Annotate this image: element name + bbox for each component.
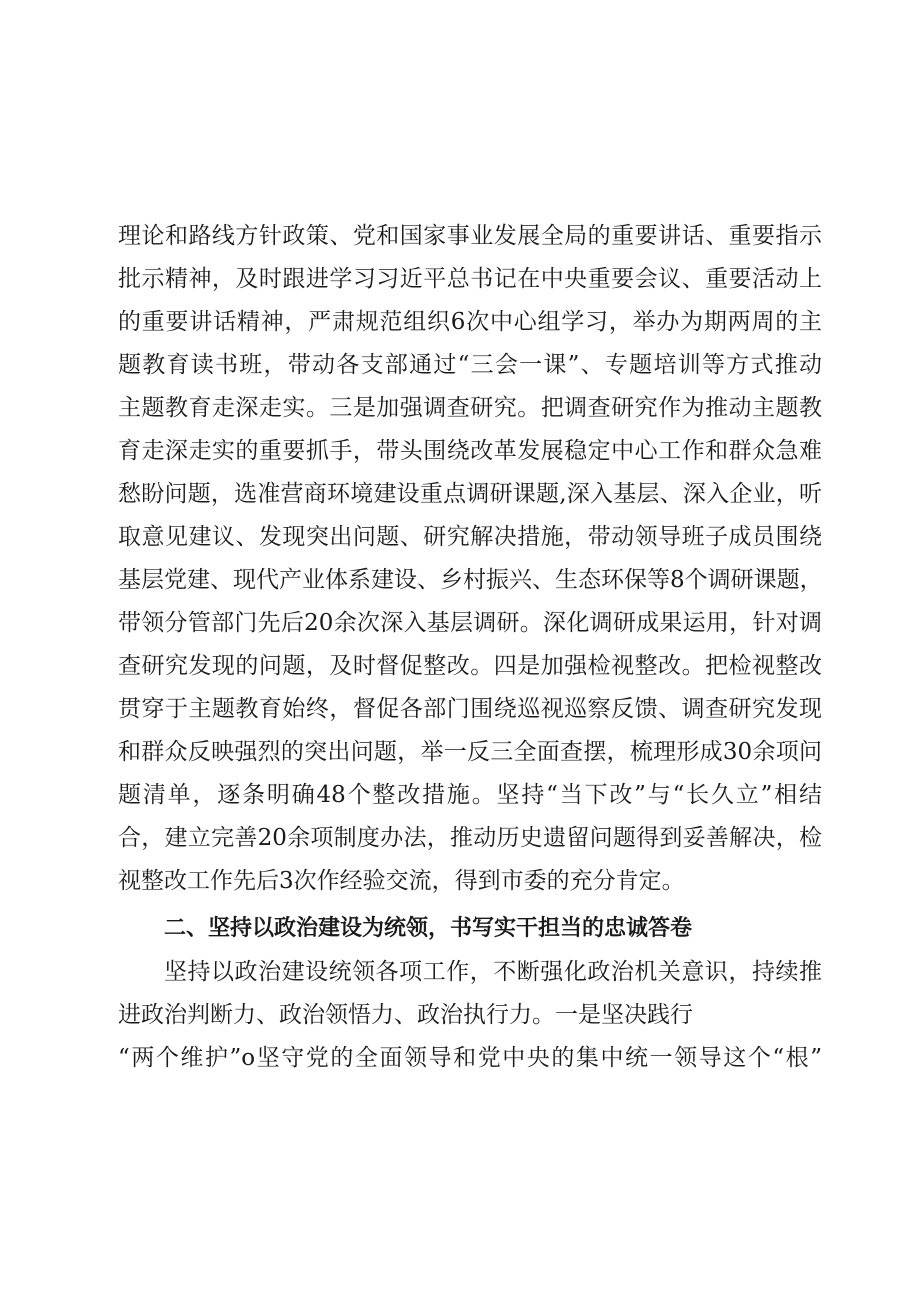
paragraph-line: 坚持以政治建设统领各项工作，不断强化政治机关意识，持续推 xyxy=(164,959,822,985)
paragraph-line: 愁盼问题，选准营商环境建设重点调研课题,深入基层、深入企业，听 xyxy=(118,481,822,507)
paragraph-line: 带领分管部门先后20余次深入基层调研。深化调研成果运用，针对调 xyxy=(118,610,822,636)
section-heading: 二、坚持以政治建设为统领，书写实干担当的忠诚答卷 xyxy=(164,916,693,941)
paragraph-line: 题清单，逐条明确48个整改措施。坚持“当下改”与“长久立”相结 xyxy=(118,782,822,808)
paragraph-line: 题教育读书班，带动各支部通过“三会一课”、专题培训等方式推动 xyxy=(118,352,822,378)
paragraph-line: 理论和路线方针政策、党和国家事业发展全局的重要讲话、重要指示 xyxy=(118,223,822,249)
paragraph-line: 和群众反映强烈的突出问题，举一反三全面查摆，梳理形成30余项问 xyxy=(118,739,822,765)
paragraph-line: 视整改工作先后3次作经验交流，得到市委的充分肯定。 xyxy=(118,868,685,894)
paragraph-line: 基层党建、现代产业体系建设、乡村振兴、生态环保等8个调研课题， xyxy=(118,567,823,593)
paragraph-line: 育走深走实的重要抓手，带头围绕改革发展稳定中心工作和群众急难 xyxy=(118,438,822,464)
paragraph-line: 贯穿于主题教育始终，督促各部门围绕巡视巡察反馈、调查研究发现 xyxy=(118,696,822,722)
paragraph-line: 合，建立完善20余项制度办法，推动历史遗留问题得到妥善解决，检 xyxy=(118,825,822,851)
paragraph-line: “两个维护”o坚守党的全面领导和党中央的集中统一领导这个“根” xyxy=(118,1045,822,1071)
paragraph-line: 主题教育走深走实。三是加强调查研究。把调查研究作为推动主题教 xyxy=(118,395,822,421)
paragraph-line: 进政治判断力、政治领悟力、政治执行力。一是坚决践行 xyxy=(118,1002,693,1028)
paragraph-line: 取意见建议、发现突出问题、研究解决措施，带动领导班子成员围绕 xyxy=(118,524,822,550)
paragraph-line: 批示精神，及时跟进学习习近平总书记在中央重要会议、重要活动上 xyxy=(118,266,822,292)
paragraph-line: 的重要讲话精神，严肃规范组织6次中心组学习，举办为期两周的主 xyxy=(118,309,822,335)
paragraph-line: 查研究发现的问题，及时督促整改。四是加强检视整改。把检视整改 xyxy=(118,653,822,679)
